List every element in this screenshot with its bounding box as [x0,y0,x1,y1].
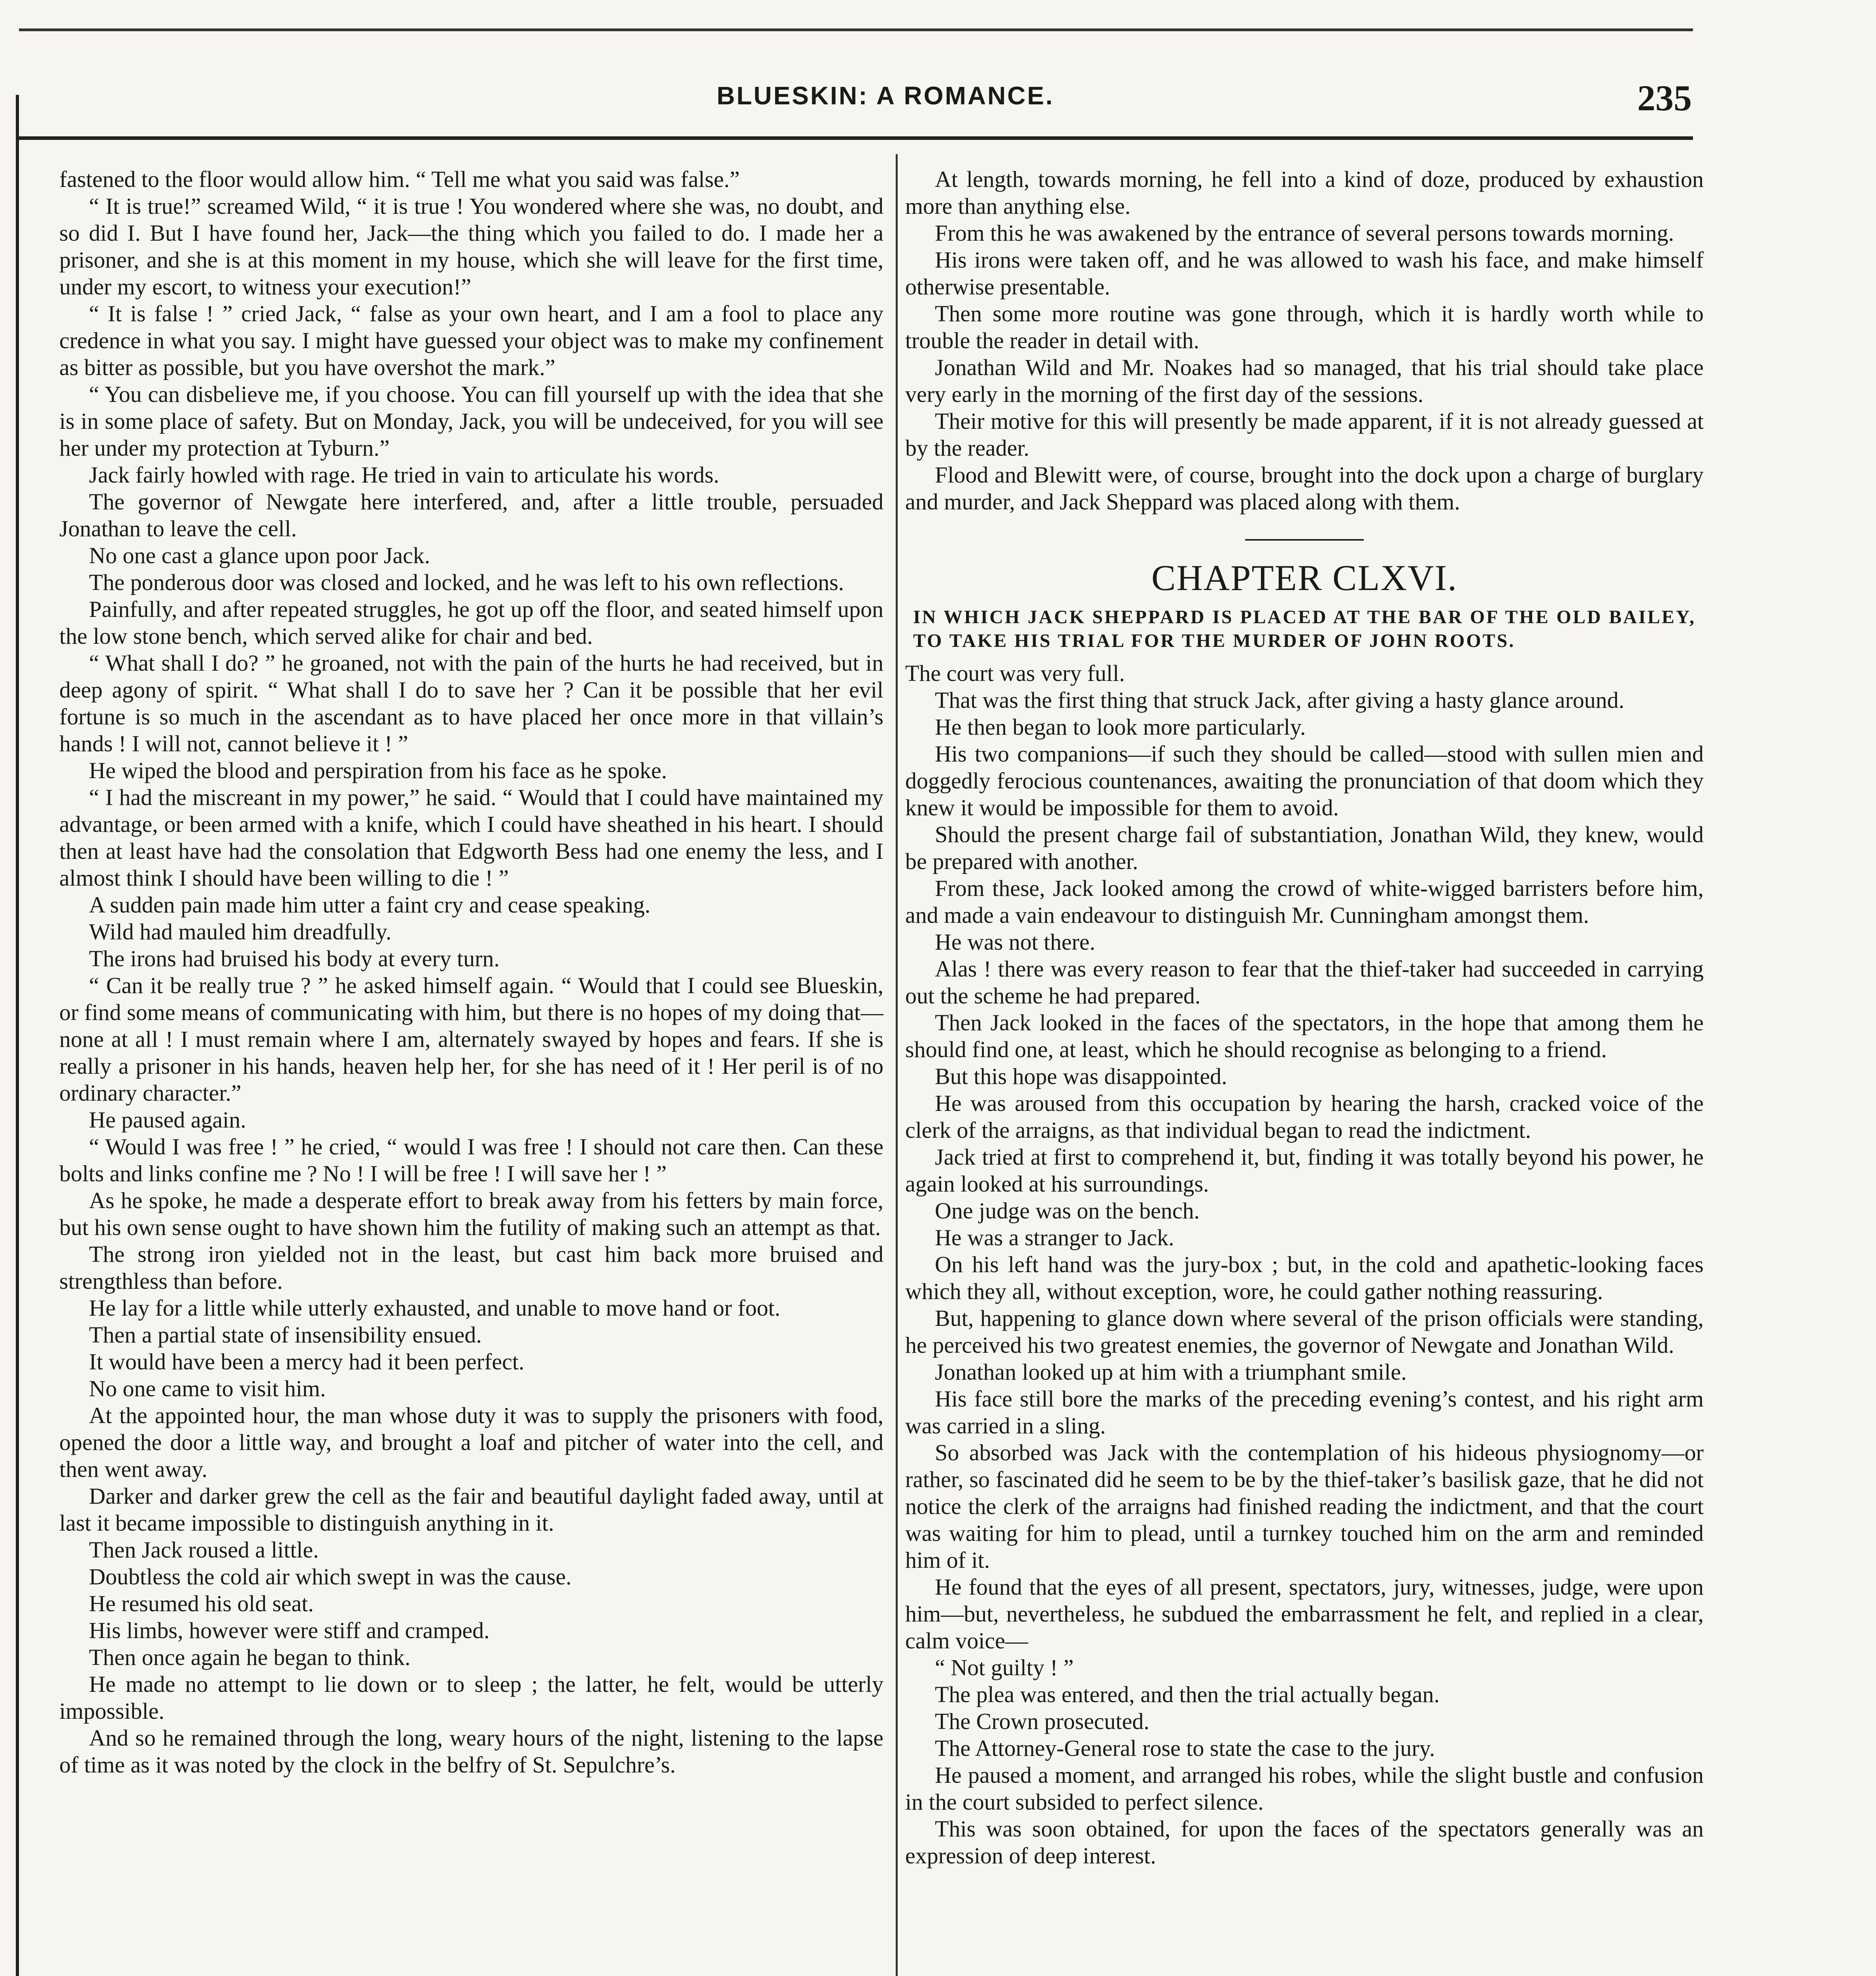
paragraph: His limbs, however were stiff and cramped. [89,1618,490,1643]
paragraph: The court was very full. [905,660,1125,686]
paragraph: He paused a moment, and arranged his robes, while the slight bustle and confusion in the court subsided to perfect silence. [905,1762,1704,1815]
paragraph: He lay for a little while utterly exhausted, and unable to move hand or foot. [89,1295,781,1321]
paragraph: The ponderous door was closed and locked, and he was left to his own reflections. [89,569,844,595]
paragraph: At length, towards morning, he fell into a kind of doze, produced by exhaustion more than anything else. [905,166,1704,219]
paragraph: He was aroused from this occupation by hearing the harsh, cracked voice of the clerk of the arraigns, as that individual began to read the indictment. [905,1090,1704,1143]
paragraph: Darker and darker grew the cell as the fair and beautiful daylight faded away, until at last it became impossible to distinguish anything in it. [59,1483,883,1536]
paragraph: Wild had mauled him dreadfully. [89,919,392,945]
paragraph: Then Jack looked in the faces of the spectators, in the hope that among them he should find one, at least, which he should recognise as belonging to a friend. [905,1010,1704,1062]
paragraph: He paused again. [89,1107,246,1133]
paragraph: Then a partial state of insensibility ensued. [89,1322,482,1348]
paragraph: The Crown prosecuted. [935,1708,1149,1734]
chapter-divider [1245,539,1364,541]
paragraph: “ It is false ! ” cried Jack, “ false as your own heart, and I am a fool to place any credence in what you say. I might have guessed your object was to make my confinement as bitter as possible, but you have overshot the mark.” [59,301,883,380]
paragraph: Jonathan looked up at him with a triumphant smile. [935,1359,1407,1385]
paragraph: “ What shall I do? ” he groaned, not with the pain of the hurts he had received, but in deep agony of spirit. “ What shall I do to save her ? Can it be possible that her evil fortune is so much in the ascendant as to have placed her once more in that villain’s hands ! I will not, cannot believe it ! ” [59,650,883,756]
paragraph: He wiped the blood and perspiration from his face as he spoke. [89,758,667,783]
paragraph: “ You can disbelieve me, if you choose. You can fill yourself up with the idea that she is in some place of safety. But on Monday, Jack, you will be undeceived, for you will see her under my protection at Tyburn.” [59,381,883,461]
top-rule [19,28,1693,31]
paragraph: Jonathan Wild and Mr. Noakes had so managed, that his trial should take place very early in the morning of the first day of the sessions. [905,354,1704,407]
paragraph: Alas ! there was every reason to fear that the thief-taker had succeeded in carrying out the scheme he had prepared. [905,956,1704,1009]
paragraph: Should the present charge fail of substantiation, Jonathan Wild, they knew, would be prepared with another. [905,822,1704,874]
paragraph: No one came to visit him. [89,1376,326,1401]
paragraph: His face still bore the marks of the preceding evening’s contest, and his right arm was carried in a sling. [905,1386,1704,1439]
paragraph: Then some more routine was gone through, which it is hardly worth while to trouble the reader in detail with. [905,301,1704,353]
paragraph: The irons had bruised his body at every turn. [89,946,500,971]
paragraph: Then Jack roused a little. [89,1537,319,1563]
paragraph: The strong iron yielded not in the least, but cast him back more bruised and strengthless than before. [59,1241,883,1294]
paragraph: He then began to look more particularly. [935,714,1306,740]
paragraph: From these, Jack looked among the crowd of white-wigged barristers before him, and made a vain endeavour to distinguish Mr. Cunningham amongst them. [905,875,1704,928]
paragraph: On his left hand was the jury-box ; but, in the cold and apathetic-looking faces which they all, without exception, wore, he could gather nothing reassuring. [905,1252,1704,1304]
paragraph: “ Not guilty ! ” [935,1655,1074,1680]
paragraph: From this he was awakened by the entrance of several persons towards morning. [935,220,1674,246]
paragraph: Jack fairly howled with rage. He tried in vain to articulate his words. [89,462,719,488]
left-column [59,166,883,1778]
paragraph: It would have been a mercy had it been perfect. [89,1349,525,1375]
paragraph: Doubtless the cold air which swept in was the cause. [89,1564,572,1589]
paragraph: He found that the eyes of all present, spectators, jury, witnesses, judge, were upon him—but, nevertheless, he subdued the embarrassment he felt, and replied in a clear, calm voice— [905,1574,1704,1654]
paragraph: He was not there. [935,929,1095,955]
paragraph: “ It is true!” screamed Wild, “ it is true ! You wondered where she was, no doubt, and so did I. But I have found her, Jack—the thing which you failed to do. I made her a prisoner, and she is at this moment in my house, which she will leave for the first time, under my escort, to witness your execution!” [59,193,883,300]
running-header [0,77,1876,121]
paragraph: Painfully, and after repeated struggles, he got up off the floor, and seated himself upon the low stone bench, which served alike for chair and bed. [59,596,883,649]
chapter-synopsis: IN WHICH JACK SHEPPARD IS PLACED AT THE BAR OF THE OLD BAILEY, TO TAKE HIS TRIAL FOR THE MURDER OF JOHN ROOTS. [913,607,1696,651]
paragraph: No one cast a glance upon poor Jack. [89,543,430,568]
paragraph: He made no attempt to lie down or to sleep ; the latter, he felt, would be utterly impossible. [59,1671,883,1724]
paragraph: The plea was entered, and then the trial actually began. [935,1682,1440,1707]
paragraph: He was a stranger to Jack. [935,1225,1174,1250]
paragraph: And so he remained through the long, weary hours of the night, listening to the lapse of time as it was noted by the clock in the belfry of St. Sepulchre’s. [59,1725,883,1778]
paragraph: “ Would I was free ! ” he cried, “ would I was free ! I should not care then. Can these bolts and links confine me ? No ! I will be free ! I will save her ! ” [59,1134,883,1186]
paragraph: His irons were taken off, and he was allowed to wash his face, and make himself otherwise presentable. [905,247,1704,300]
paragraph: Jack tried at first to comprehend it, but, finding it was totally beyond his power, he again looked at his surroundings. [905,1144,1704,1197]
column-divider [896,154,898,1976]
paragraph: So absorbed was Jack with the contemplation of his hideous physiognomy—or rather, so fascinated did he seem to be by the thief-taker’s basilisk gaze, that he did not notice the clerk of the arraigns had finished reading the indictment, and that the court was waiting for him to plead, until a turnkey touched him on the arm and reminded him of it. [905,1440,1704,1573]
paragraph: But, happening to glance down where several of the prison officials were standing, he perceived his two greatest enemies, the governor of Newgate and Jonathan Wild. [905,1305,1704,1358]
paragraph: “ Can it be really true ? ” he asked himself again. “ Would that I could see Blueskin, or find some means of communicating with him, but there is no hopes of my doing that—none at all ! I must remain where I am, alternately swayed by hopes and fears. If she is really a prisoner in his hands, heaven help her, for she has need of it ! Her peril is of no ordinary character.” [59,973,883,1106]
paragraph: But this hope was disappointed. [935,1063,1227,1089]
paragraph: This was soon obtained, for upon the faces of the spectators generally was an expression of deep interest. [905,1816,1704,1869]
paragraph: fastened to the floor would allow him. “ Tell me what you said was false.” [59,166,740,192]
paragraph: His two companions—if such they should be called—stood with sullen mien and doggedly ferocious countenances, awaiting the pronunciation of that doom which they knew it would be impossible for them to avoid. [905,741,1704,820]
chapter-heading: CHAPTER CLXVI. [1151,558,1458,598]
paragraph: At the appointed hour, the man whose duty it was to supply the prisoners with food, opened the door a little way, and brought a loaf and pitcher of water into the cell, and then went away. [59,1403,883,1482]
paragraph: “ I had the miscreant in my power,” he said. “ Would that I could have maintained my advantage, or been armed with a knife, which I could have sheathed in his heart. I should then at least have had the consolation that Edgworth Bess had one enemy the less, and I almost think I should have been willing to die ! ” [59,784,883,891]
paragraph: One judge was on the bench. [935,1198,1200,1224]
paragraph: Their motive for this will presently be made apparent, if it is not already guessed at by the reader. [905,408,1704,461]
paragraph: The Attorney-General rose to state the case to the jury. [935,1735,1435,1761]
page-number: 235 [1637,78,1692,118]
paragraph: He resumed his old seat. [89,1591,314,1616]
paragraph: Flood and Blewitt were, of course, brought into the dock upon a charge of burglary and murder, and Jack Sheppard was placed along with them. [905,462,1704,515]
left-page-border [16,95,19,1976]
right-column [905,166,1704,1869]
header-rule [19,136,1693,140]
paragraph: A sudden pain made him utter a faint cry and cease speaking. [89,892,651,918]
paragraph: As he spoke, he made a desperate effort to break away from his fetters by main force, but his own sense ought to have shown him the futility of making such an attempt as that. [59,1188,883,1240]
paragraph: That was the first thing that struck Jack, after giving a hasty glance around. [935,687,1625,713]
paragraph: Then once again he began to think. [89,1644,411,1670]
paragraph: The governor of Newgate here interfered, and, after a little trouble, persuaded Jonathan to leave the cell. [59,489,883,541]
running-title: BLUESKIN: A ROMANCE. [717,81,1054,110]
